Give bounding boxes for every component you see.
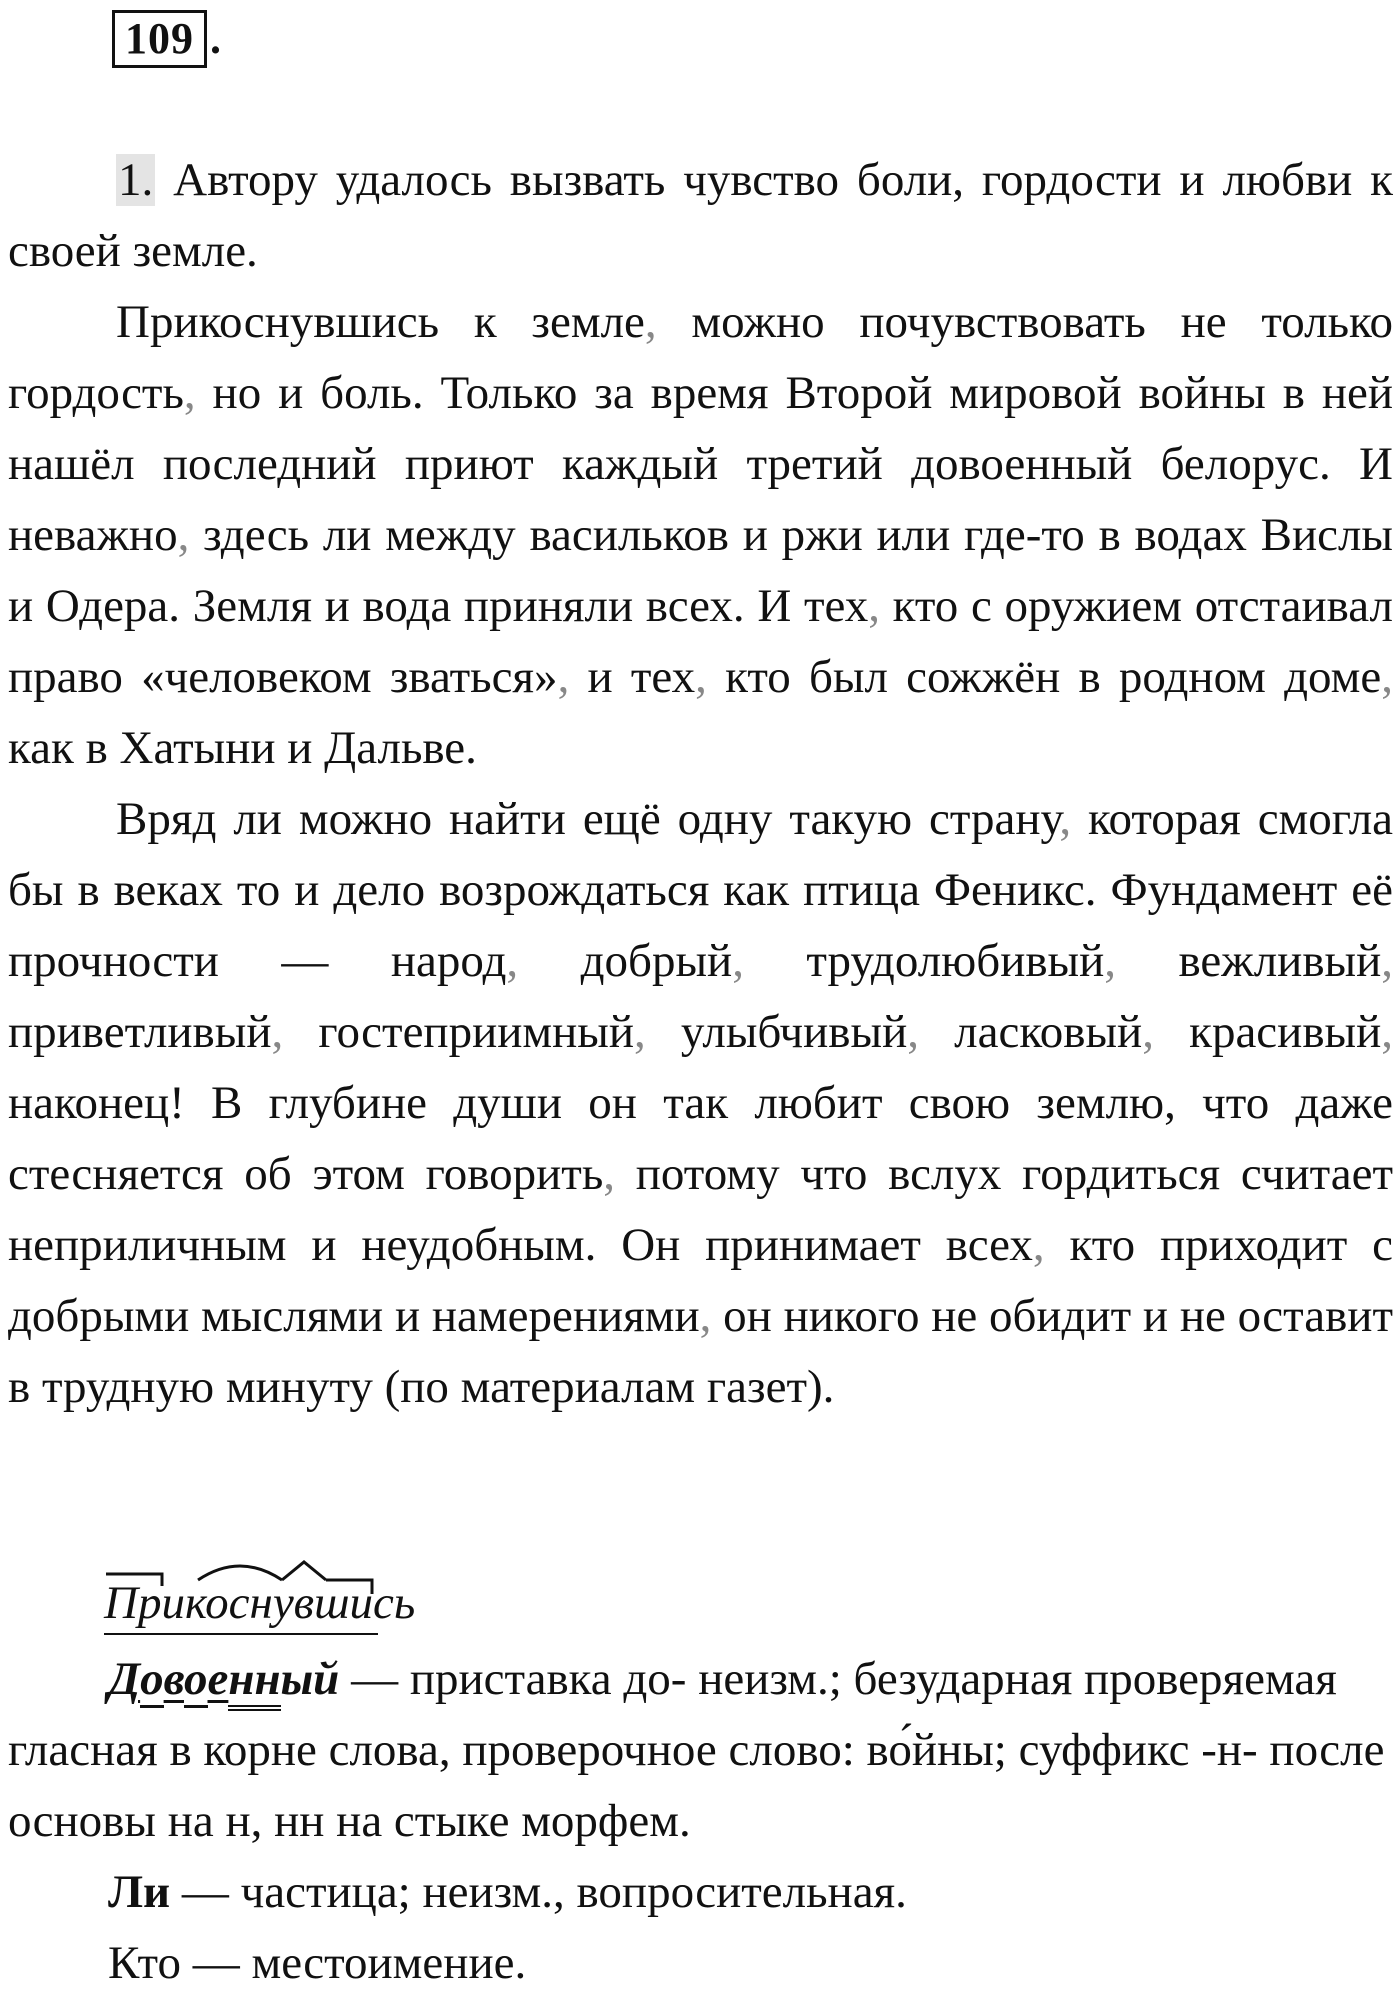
word-analysis (8, 1572, 1393, 1999)
paragraph-2-text-fragment: как в Хатыни и Дальве. (8, 722, 477, 774)
paragraph-3-punct-comma: , (603, 1148, 616, 1200)
li-analysis (8, 1857, 1393, 1928)
paragraph-1-text: Автору удалось вызвать чувство боли, гордости и любви к своей земле. (8, 154, 1394, 277)
task-number: 109 (125, 14, 194, 63)
task-number-box (112, 10, 222, 68)
paragraph-2 (8, 287, 1393, 784)
paragraph-2-punct-comma: , (695, 651, 707, 703)
paragraph-3-text-fragment: ласковый (918, 1006, 1143, 1058)
paragraph-3-text-fragment: улыбчивый (645, 1006, 908, 1058)
kto-analysis: Кто — местоимение. (108, 1937, 527, 1989)
paragraph-3-text-fragment: добрый (518, 935, 733, 987)
paragraph-3-punct-comma: , (1381, 1006, 1393, 1058)
prikosnuvshis-word: Прикоснувшись (104, 1577, 416, 1629)
paragraph-2-text-fragment: кто с оружием отстаивал право «человеком зваться» (8, 580, 1393, 703)
paragraph-3-punct-comma: , (1032, 1219, 1045, 1271)
paragraph-2-text-fragment: можно почувствовать не только гордость (8, 296, 1393, 419)
task-number-dot: . (210, 14, 222, 63)
paragraph-3-text-fragment: трудолюбивый (743, 935, 1105, 987)
dovoenny-word: Довоенный (108, 1653, 339, 1711)
paragraph-3-text-fragment: потому что вслух гордиться считает неприличным и неудобным. Он принимает всех (8, 1148, 1393, 1271)
paragraph-2-text-fragment: здесь ли между васильков и ржи или где-то в водах Вислы и Одера. Земля и вода приняли всех. И тех (8, 509, 1393, 632)
paragraph-3-punct-comma: , (732, 935, 744, 987)
paragraph-3-text-fragment: приветливый (8, 1006, 272, 1058)
paragraph-3-punct-comma: , (699, 1290, 712, 1342)
paragraph-3-text-fragment: кто приходит с добрыми мыслями и намерениями (8, 1219, 1393, 1342)
paragraph-2-text-fragment: Прикоснувшись к земле (116, 296, 645, 348)
paragraph-3-punct-comma: , (907, 1006, 919, 1058)
paragraph-2-punct-comma: , (177, 509, 190, 561)
paragraph-3-text-fragment: Вряд ли можно найти ещё одну такую страну (116, 793, 1060, 845)
paragraph-2-text-fragment: но и боль. Только за время Второй мировой войны в ней нашёл последний приют каждый третий довоенный белорус. И неважно (8, 367, 1393, 561)
paragraph-2-text-fragment: кто был сожжён в родном доме (706, 651, 1382, 703)
paragraph-2-text-fragment: и тех (569, 651, 696, 703)
paragraph-2-punct-comma: , (1381, 651, 1393, 703)
paragraph-2-punct-comma: , (644, 296, 657, 348)
paragraph-3-punct-comma: , (1381, 935, 1393, 987)
li-word: Ли (108, 1866, 171, 1918)
dovoenny-analysis (8, 1644, 1393, 1857)
exercise-text (8, 145, 1393, 1423)
paragraph-1 (8, 145, 1393, 287)
paragraph-2-punct-comma: , (868, 580, 880, 632)
paragraph-3-punct-comma: , (1059, 793, 1072, 845)
li-description: — частица; неизм., вопросительная. (170, 1866, 907, 1918)
paragraph-2-punct-comma: , (183, 367, 196, 419)
item-number: 1. (118, 154, 154, 206)
paragraph-3-punct-comma: , (271, 1006, 284, 1058)
prikosnuvshis-block (104, 1572, 1393, 1644)
paragraph-3 (8, 784, 1393, 1423)
paragraph-3-punct-comma: , (1142, 1006, 1154, 1058)
dovoenny-description: — приставка до- неизм.; безударная проверяемая гласная в корне слова, проверочное слово: во́йны; суффикс -н- после основы на н, нн на стыке морфем. (8, 1653, 1385, 1847)
paragraph-3-text-fragment: наконец! В глубине души он так любит свою землю, что даже стесняется об этом говорить (8, 1077, 1393, 1200)
paragraph-3-punct-comma: , (1104, 935, 1117, 987)
paragraph-3-text-fragment: гостеприимный (283, 1006, 635, 1058)
paragraph-3-text-fragment: красивый (1153, 1006, 1382, 1058)
paragraph-3-punct-comma: , (506, 935, 519, 987)
paragraph-3-punct-comma: , (634, 1006, 646, 1058)
paragraph-3-text-fragment: он никого не обидит и не оставит в трудную минуту (по материалам газет). (8, 1290, 1393, 1413)
paragraph-3-text-fragment: которая смогла бы в веках то и дело возрождаться как птица Феникс. Фундамент её прочности — народ (8, 793, 1394, 987)
paragraph-3-text-fragment: вежливый (1116, 935, 1382, 987)
paragraph-2-punct-comma: , (557, 651, 570, 703)
